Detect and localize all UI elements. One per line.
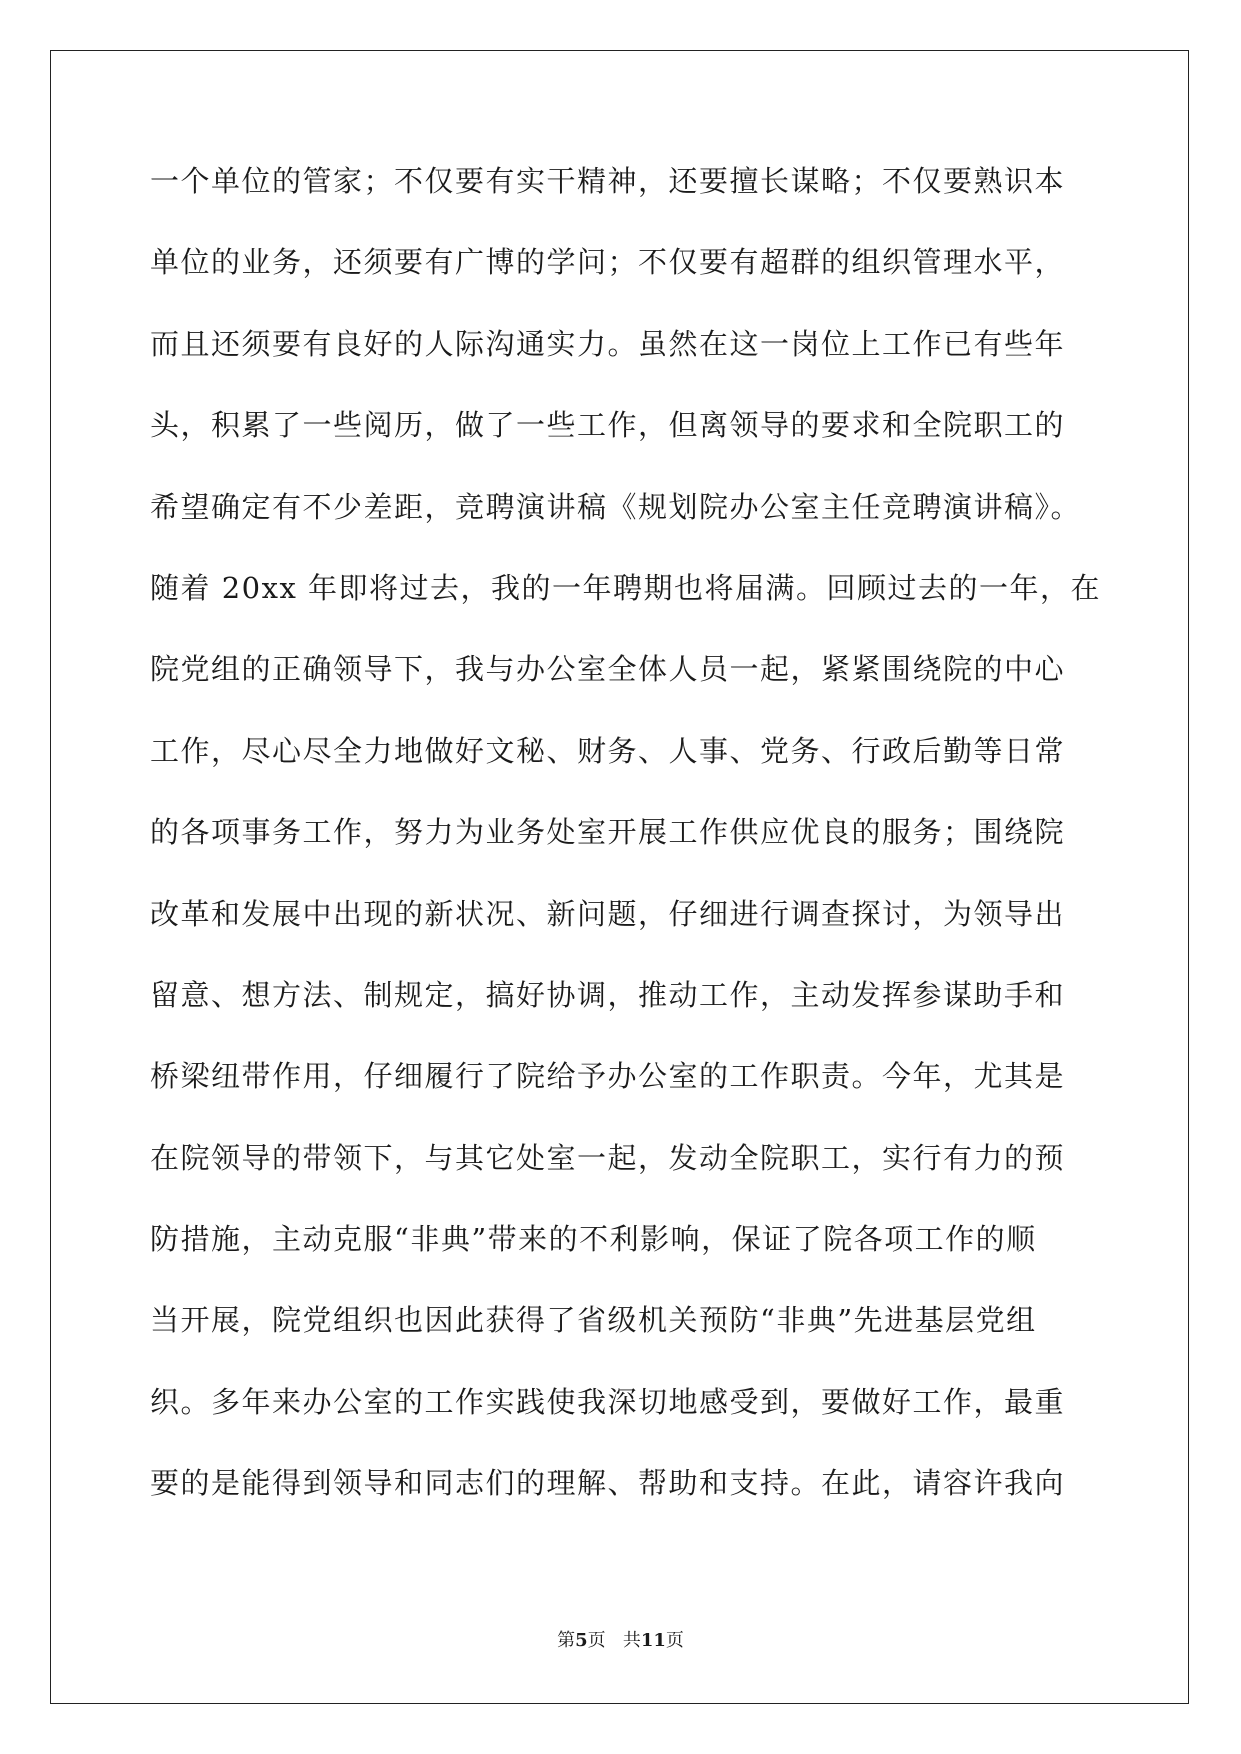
text-line: 改革和发展中出现的新状况、新问题，仔细进行调查探讨，为领导出	[150, 896, 1066, 931]
text-line: 希望确定有不少差距，竞聘演讲稿《规划院办公室主任竞聘演讲稿》。	[150, 489, 1082, 524]
text-line: 留意、想方法、制规定，搞好协调，推动工作，主动发挥参谋助手和	[150, 977, 1066, 1012]
body-text	[150, 166, 1100, 1550]
text-line: 的各项事务工作，努力为业务处室开展工作供应优良的服务；围绕院	[150, 815, 1066, 850]
text-line: 单位的业务，还须要有广博的学问；不仅要有超群的组织管理水平，	[150, 245, 1066, 280]
text-line: 当开展，院党组织也因此获得了省级机关预防“非典”先进基层党组	[150, 1303, 1037, 1338]
page-number: 5	[575, 1630, 588, 1651]
page-footer	[0, 1626, 1241, 1652]
text-line: 院党组的正确领导下，我与办公室全体人员一起，紧紧围绕院的中心	[150, 652, 1066, 687]
text-line: 随着 20xx 年即将过去，我的一年聘期也将届满。回顾过去的一年，在	[150, 570, 1102, 605]
text-line: 一个单位的管家；不仅要有实干精神，还要擅长谋略；不仅要熟识本	[150, 164, 1066, 198]
footer-total-prefix: 共	[622, 1630, 641, 1651]
footer-page-suffix: 页	[587, 1630, 606, 1651]
footer-prefix: 第	[557, 1630, 576, 1651]
text-line: 要的是能得到领导和同志们的理解、帮助和支持。在此，请容许我向	[150, 1466, 1066, 1501]
text-line: 织。多年来办公室的工作实践使我深切地感受到，要做好工作，最重	[150, 1384, 1066, 1419]
text-line: 头，积累了一些阅历，做了一些工作，但离领导的要求和全院职工的	[150, 408, 1066, 443]
text-line: 桥梁纽带作用，仔细履行了院给予办公室的工作职责。今年，尤其是	[150, 1059, 1066, 1094]
total-pages: 11	[640, 1630, 666, 1651]
text-line: 防措施，主动克服“非典”带来的不利影响，保证了院各项工作的顺	[150, 1222, 1037, 1257]
footer-total-suffix: 页	[665, 1630, 684, 1651]
text-line: 而且还须要有良好的人际沟通实力。虽然在这一岗位上工作已有些年	[150, 326, 1066, 361]
text-line: 在院领导的带领下，与其它处室一起，发动全院职工，实行有力的预	[150, 1140, 1066, 1175]
text-line: 工作，尽心尽全力地做好文秘、财务、人事、党务、行政后勤等日常	[150, 733, 1066, 768]
